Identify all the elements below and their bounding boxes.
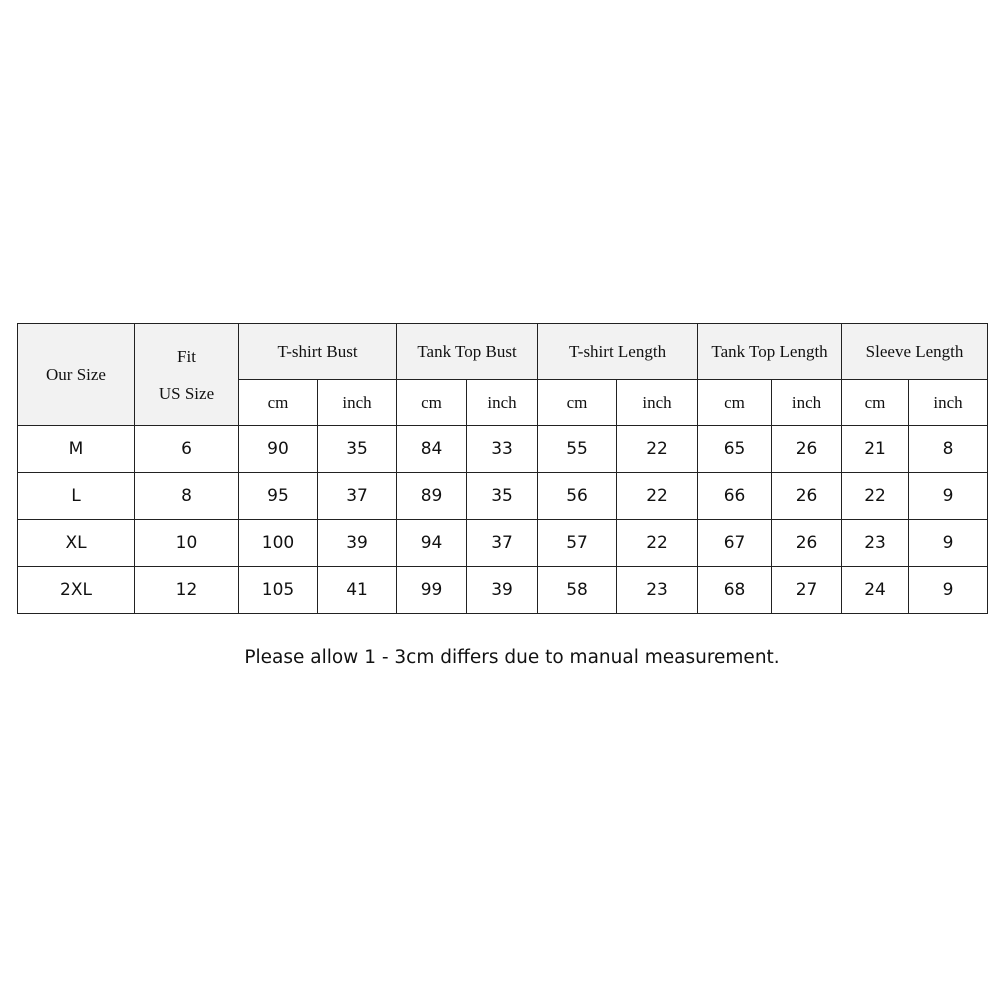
measurement-note: Please allow 1 - 3cm differs due to manual measurement. xyxy=(244,647,780,668)
size-cell: XL xyxy=(18,520,135,567)
unit-header: inch xyxy=(909,380,988,426)
us-size-cell: 6 xyxy=(135,426,239,473)
fit-us-size-header xyxy=(135,324,239,426)
value-cell: 58 xyxy=(538,567,617,614)
value-cell: 23 xyxy=(842,520,909,567)
value-cell: 9 xyxy=(909,520,988,567)
unit-header: inch xyxy=(467,380,538,426)
value-cell: 99 xyxy=(397,567,467,614)
value-cell: 33 xyxy=(467,426,538,473)
value-cell: 39 xyxy=(318,520,397,567)
unit-header: cm xyxy=(397,380,467,426)
unit-header: cm xyxy=(538,380,617,426)
value-cell: 95 xyxy=(239,473,318,520)
us-size-cell: 8 xyxy=(135,473,239,520)
our-size-header: Our Size xyxy=(18,324,135,426)
unit-header: inch xyxy=(617,380,698,426)
value-cell: 89 xyxy=(397,473,467,520)
value-cell: 26 xyxy=(772,426,842,473)
table-row xyxy=(18,567,988,614)
table-row xyxy=(18,473,988,520)
unit-header: inch xyxy=(772,380,842,426)
group-header-tank-top-length: Tank Top Length xyxy=(698,324,842,380)
value-cell: 68 xyxy=(698,567,772,614)
value-cell: 39 xyxy=(467,567,538,614)
value-cell: 35 xyxy=(318,426,397,473)
size-chart-table xyxy=(17,323,988,614)
value-cell: 35 xyxy=(467,473,538,520)
us-size-cell: 10 xyxy=(135,520,239,567)
unit-header: inch xyxy=(318,380,397,426)
unit-header: cm xyxy=(239,380,318,426)
value-cell: 22 xyxy=(617,520,698,567)
value-cell: 26 xyxy=(772,473,842,520)
value-cell: 65 xyxy=(698,426,772,473)
table-row xyxy=(18,426,988,473)
value-cell: 22 xyxy=(617,473,698,520)
size-cell: L xyxy=(18,473,135,520)
unit-header: cm xyxy=(842,380,909,426)
value-cell: 100 xyxy=(239,520,318,567)
value-cell: 66 xyxy=(698,473,772,520)
value-cell: 37 xyxy=(467,520,538,567)
value-cell: 24 xyxy=(842,567,909,614)
value-cell: 27 xyxy=(772,567,842,614)
group-header-tank-top-bust: Tank Top Bust xyxy=(397,324,538,380)
value-cell: 84 xyxy=(397,426,467,473)
value-cell: 56 xyxy=(538,473,617,520)
value-cell: 21 xyxy=(842,426,909,473)
unit-header: cm xyxy=(698,380,772,426)
value-cell: 22 xyxy=(842,473,909,520)
table-row xyxy=(18,520,988,567)
group-header-sleeve-length: Sleeve Length xyxy=(842,324,988,380)
group-header-tshirt-length: T-shirt Length xyxy=(538,324,698,380)
size-cell: M xyxy=(18,426,135,473)
value-cell: 41 xyxy=(318,567,397,614)
us-size-cell: 12 xyxy=(135,567,239,614)
value-cell: 9 xyxy=(909,567,988,614)
value-cell: 94 xyxy=(397,520,467,567)
value-cell: 26 xyxy=(772,520,842,567)
value-cell: 22 xyxy=(617,426,698,473)
us-size-label: US Size xyxy=(158,383,215,403)
value-cell: 23 xyxy=(617,567,698,614)
value-cell: 55 xyxy=(538,426,617,473)
value-cell: 105 xyxy=(239,567,318,614)
value-cell: 57 xyxy=(538,520,617,567)
header-row-groups xyxy=(18,324,988,380)
value-cell: 90 xyxy=(239,426,318,473)
value-cell: 9 xyxy=(909,473,988,520)
value-cell: 37 xyxy=(318,473,397,520)
fit-label: Fit xyxy=(177,346,196,366)
value-cell: 67 xyxy=(698,520,772,567)
value-cell: 8 xyxy=(909,426,988,473)
size-cell: 2XL xyxy=(18,567,135,614)
group-header-tshirt-bust: T-shirt Bust xyxy=(239,324,397,380)
